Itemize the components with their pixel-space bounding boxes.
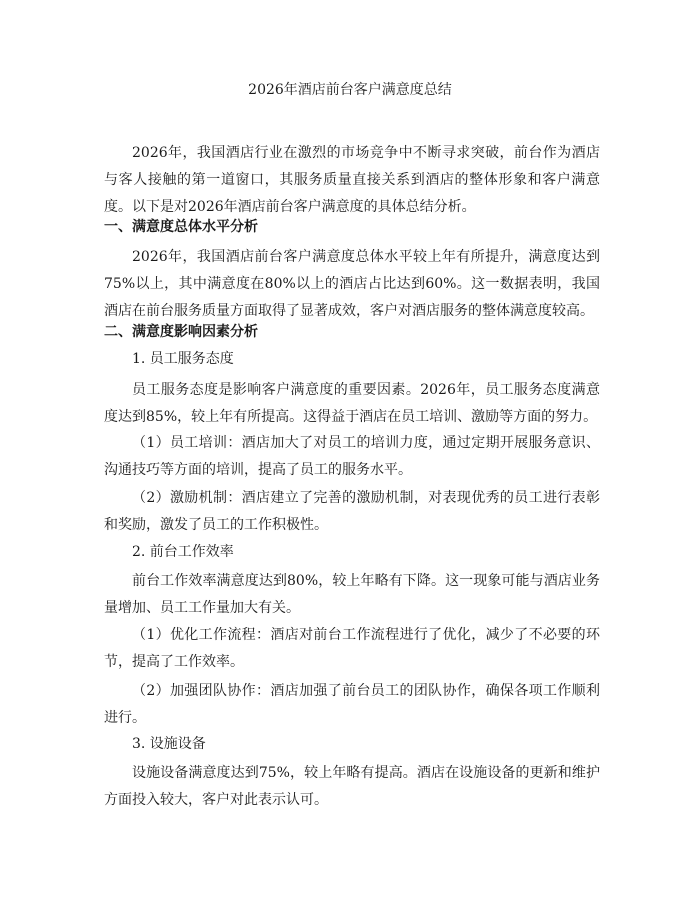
section-2-heading: 二、满意度影响因素分析 (104, 324, 258, 340)
factor-1-point-1: （1）员工培训：酒店加大了对员工的培训力度，通过定期开展服务意识、沟通技巧等方面的培训，提高了员工的服务水平。 (104, 435, 600, 478)
intro-paragraph: 2026年，我国酒店行业在激烈的市场竞争中不断寻求突破，前台作为酒店与客人接触的第一道窗口，其服务质量直接关系到酒店的整体形象和客户满意度。以下是对2026年酒店前台客户满意度的具体总结分析。 (104, 145, 600, 215)
factor-3-paragraph: 设施设备满意度达到75%，较上年略有提高。酒店在设施设备的更新和维护方面投入较大，客户对此表示认可。 (104, 765, 600, 808)
factor-1-title: 1. 员工服务态度 (132, 351, 234, 367)
document-title: 2026年酒店前台客户满意度总结 (248, 82, 452, 98)
factor-2-point-1: （1）优化工作流程：酒店对前台工作流程进行了优化，减少了不必要的环节，提高了工作效率。 (104, 627, 600, 670)
section-1-heading: 一、满意度总体水平分析 (104, 219, 258, 235)
factor-2-paragraph: 前台工作效率满意度达到80%，较上年略有下降。这一现象可能与酒店业务量增加、员工工作量加大有关。 (104, 573, 600, 616)
factor-3-title: 3. 设施设备 (132, 736, 206, 752)
factor-1-paragraph: 员工服务态度是影响客户满意度的重要因素。2026年，员工服务态度满意度达到85%，较上年有所提高。这得益于酒店在员工培训、激励等方面的努力。 (104, 382, 600, 425)
factor-2-point-2: （2）加强团队协作：酒店加强了前台员工的团队协作，确保各项工作顺利进行。 (104, 683, 600, 726)
factor-2-title: 2. 前台工作效率 (132, 544, 234, 560)
factor-1-point-2: （2）激励机制：酒店建立了完善的激励机制，对表现优秀的员工进行表彰和奖励，激发了员工的工作积极性。 (104, 490, 600, 533)
section-1-paragraph: 2026年，我国酒店前台客户满意度总体水平较上年有所提升，满意度达到75%以上，其中满意度在80%以上的酒店占比达到60%。这一数据表明，我国酒店在前台服务质量方面取得了显著成效，客户对酒店服务的整体满意度较高。 (104, 249, 600, 319)
